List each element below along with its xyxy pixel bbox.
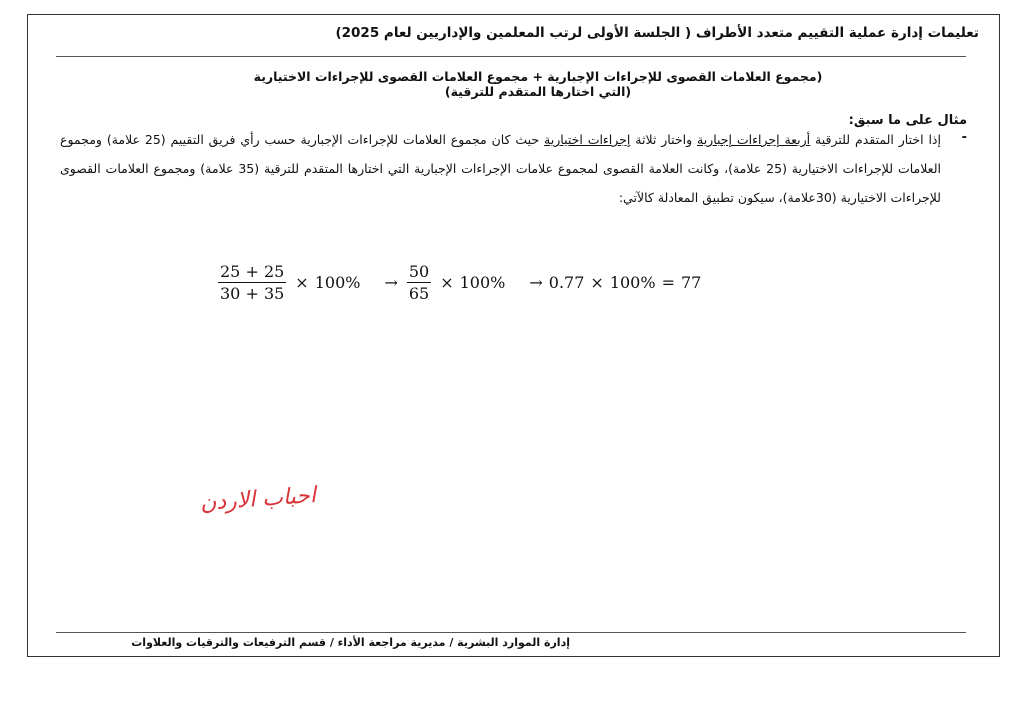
fraction-2 bbox=[407, 262, 431, 303]
example-text-part2: واختار ثلاثة bbox=[630, 132, 697, 147]
example-text-part1: إذا اختار المتقدم للترقية bbox=[810, 132, 941, 147]
example-paragraph bbox=[60, 125, 941, 212]
arrow-icon: → bbox=[384, 272, 398, 292]
fraction-1-denominator: 30 + 35 bbox=[220, 283, 285, 303]
example-text-underlined2: إجراءات اختيارية bbox=[544, 132, 631, 147]
example-text-underlined1: أربعة إجراءات إجبارية bbox=[697, 132, 811, 147]
footer-divider bbox=[56, 632, 966, 633]
footer-department: إدارة الموارد البشرية / مديرية مراجعة الأداء / قسم الترفيعات والترقيات والعلاوات bbox=[131, 636, 570, 649]
fraction-2-numerator: 50 bbox=[408, 261, 430, 281]
fraction-2-denominator: 65 bbox=[408, 283, 430, 303]
equals-sign: = bbox=[661, 272, 675, 292]
decimal-value: 0.77 bbox=[548, 272, 585, 292]
example-text-part3: حيث كان مجموع العلامات للإجراءات الإجبارية حسب رأي فريق التقييم (25 علامة) ومجموع العلامات للإجراءات الاختيارية (25 علامة)، وكانت العلامة القصوى لمجموع علامات الإجراءات الإجبارية التي اختارها المتقدم للترقية (35 علامة) ومجموع العلامات القصوى للإجراءات الاختيارية (30علامة)، سيكون تطبيق المعادلة كالآتي: bbox=[60, 132, 941, 205]
fraction-1-numerator: 25 + 25 bbox=[220, 261, 285, 281]
equation bbox=[215, 262, 701, 302]
example-heading: مثال على ما سبق: bbox=[848, 113, 967, 128]
equation-result: 77 bbox=[680, 272, 702, 292]
formula-definition-line2: (التي اختارها المتقدم للترقية) bbox=[444, 84, 632, 99]
list-bullet: - bbox=[961, 130, 967, 145]
formula-definition bbox=[160, 69, 916, 99]
formula-definition-line1: (مجموع العلامات القصوى للإجراءات الإجبارية + مجموع العلامات القصوى للإجراءات الاختيارية bbox=[253, 69, 823, 84]
times-sign: × bbox=[440, 272, 454, 292]
percent-value: 100% bbox=[459, 272, 506, 292]
fraction-1 bbox=[218, 262, 286, 303]
times-sign: × bbox=[590, 272, 604, 292]
handwritten-signature: احباب الاردن bbox=[199, 482, 317, 517]
page-frame bbox=[27, 14, 1000, 657]
percent-value: 100% bbox=[609, 272, 656, 292]
arrow-icon: → bbox=[529, 272, 543, 292]
times-sign: × bbox=[295, 272, 309, 292]
header-divider bbox=[56, 56, 966, 57]
percent-value: 100% bbox=[314, 272, 361, 292]
document-title: تعليمات إدارة عملية التقييم متعدد الأطراف ( الجلسة الأولى لرتب المعلمين والإداريين لعام 2025) bbox=[335, 25, 979, 41]
